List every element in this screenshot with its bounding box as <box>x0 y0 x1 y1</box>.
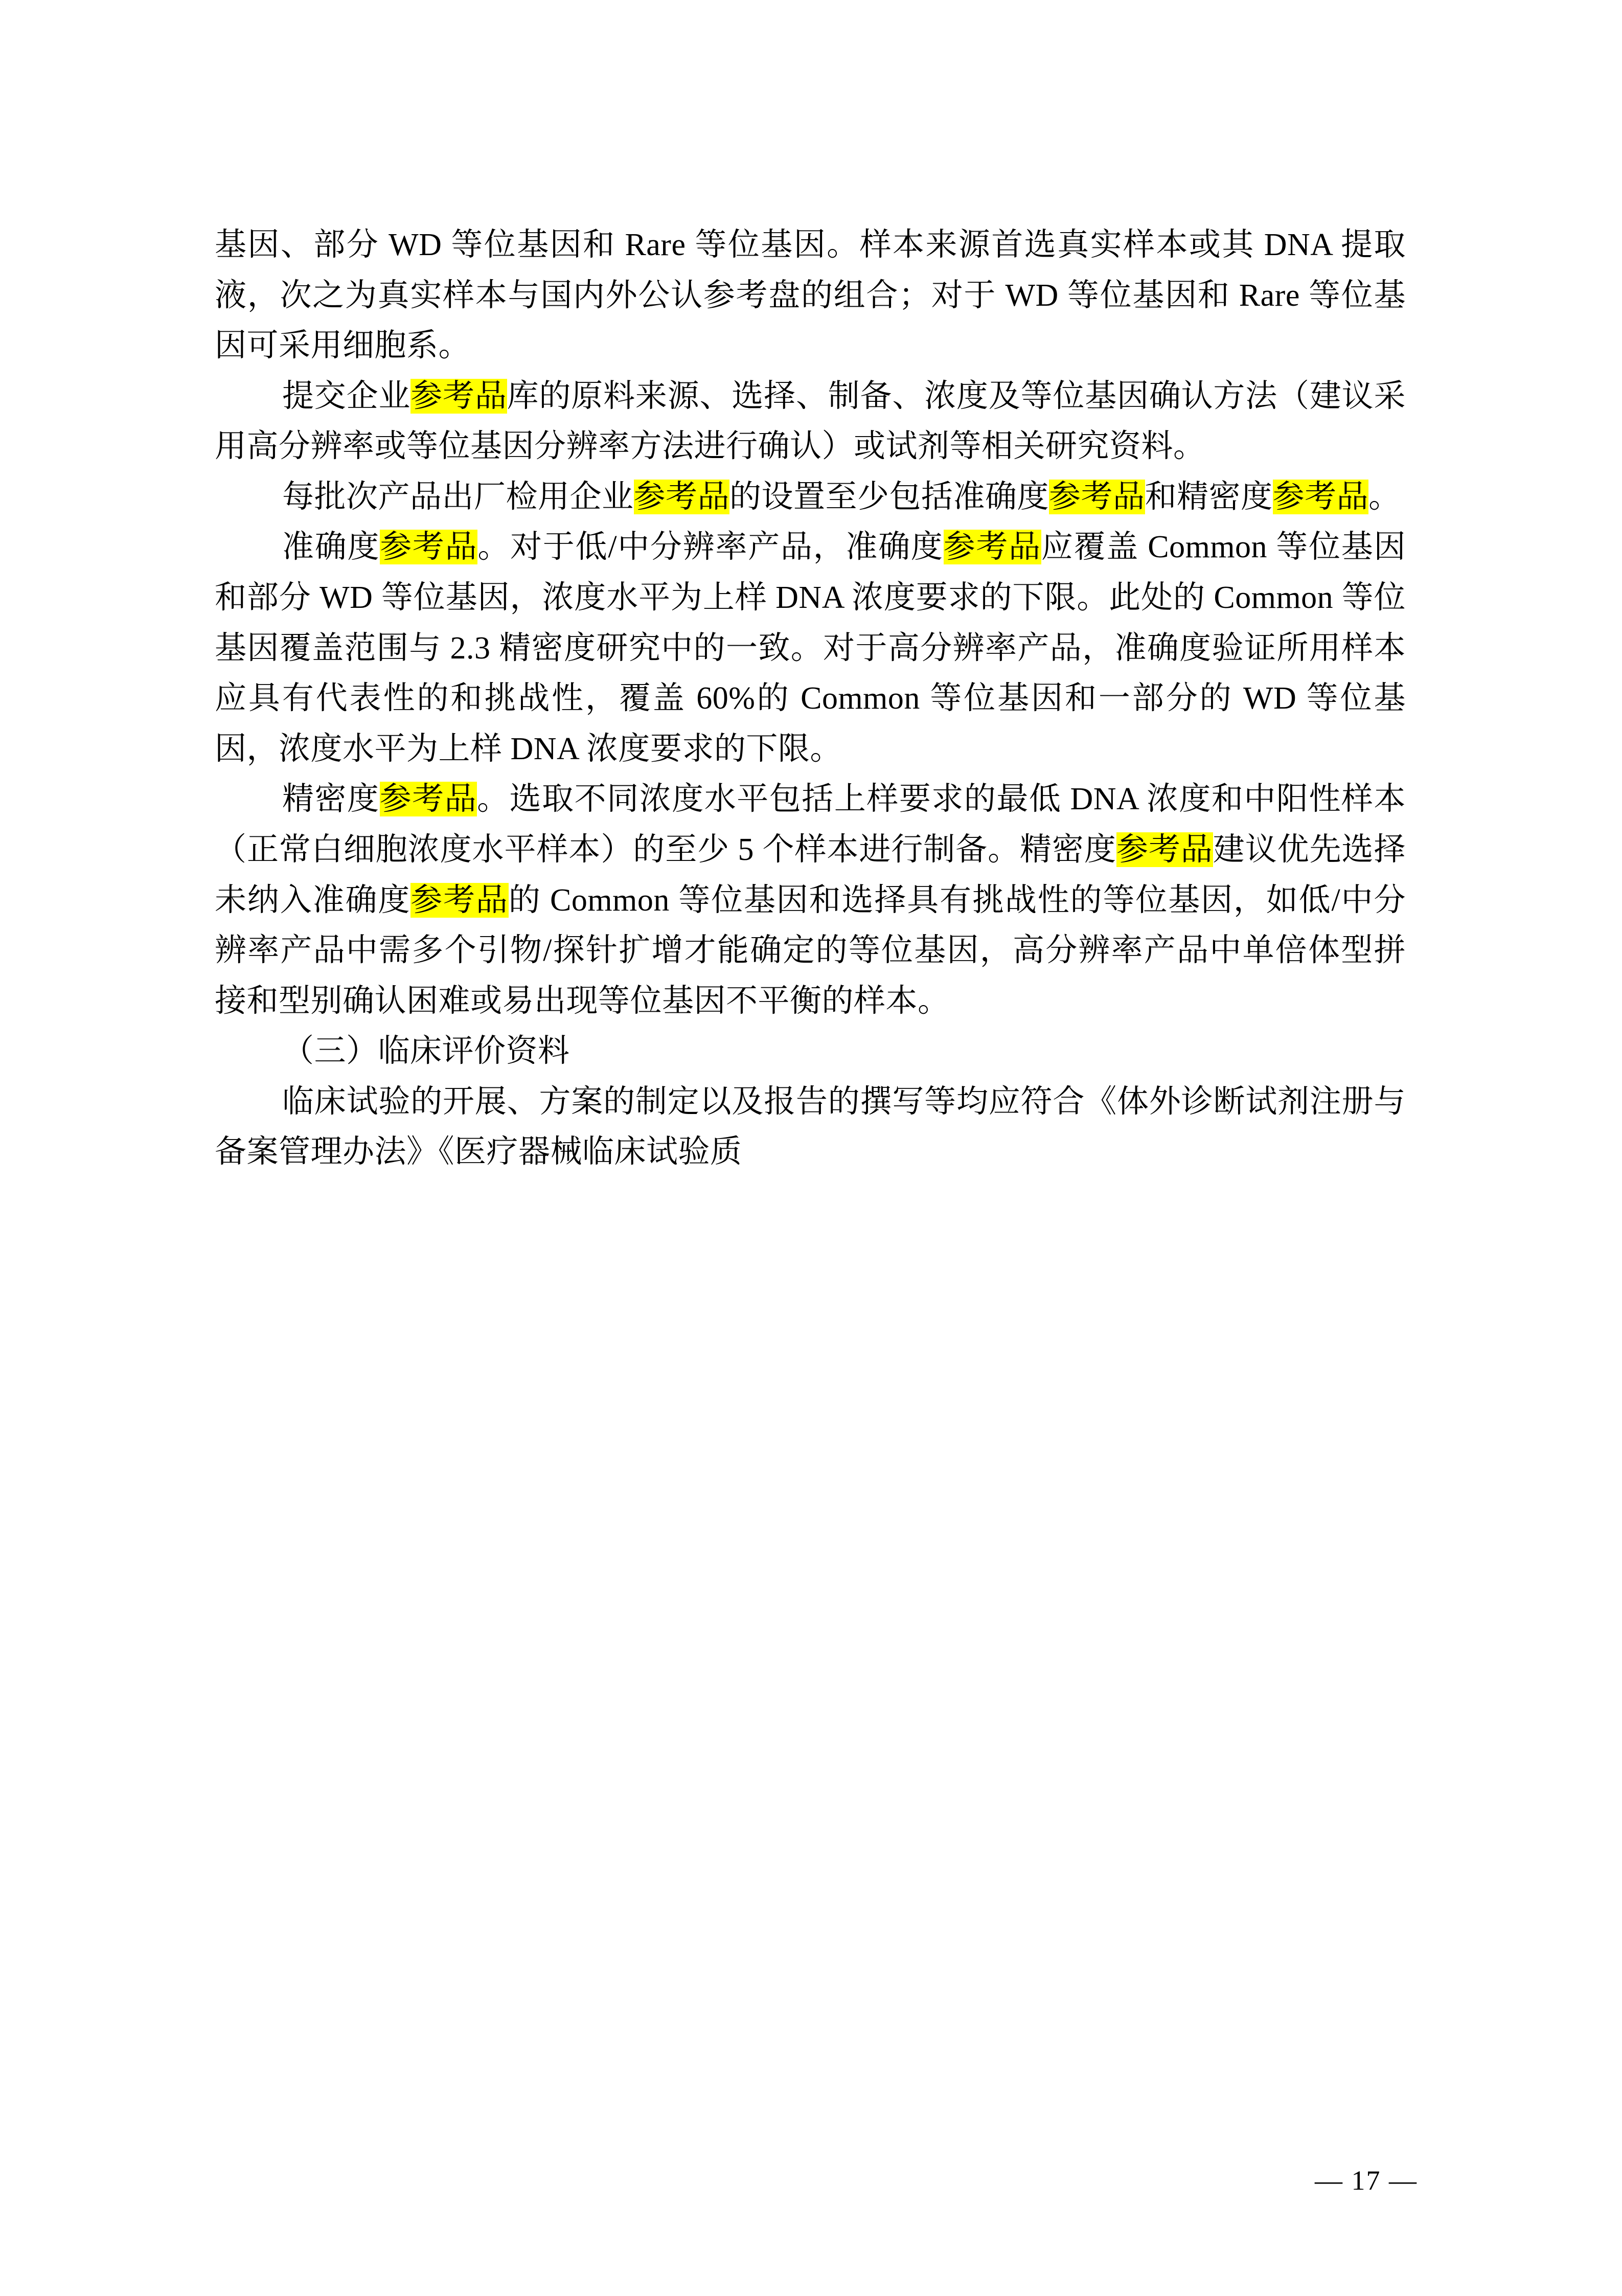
paragraph <box>215 522 1406 774</box>
text-run: 临床试验的开展、方案的制定以及报告的撰写等均应符合《体外诊断试剂注册与备案管理办法》《医疗器械临床试验质 <box>215 1084 1406 1170</box>
highlighted-term: 参考品 <box>1049 479 1145 514</box>
text-run: 建议优先选择未纳入准确度 <box>215 832 1406 918</box>
paragraph <box>215 1077 1406 1177</box>
highlighted-term: 参考品 <box>410 378 507 414</box>
text-run: 的设置至少包括准确度 <box>729 479 1049 514</box>
text-run: 。对于低/中分辨率产品，准确度 <box>477 530 944 565</box>
text-run: 库的原料来源、选择、制备、浓度及等位基因确认方法（建议采用高分辨率或等位基因分辨率方法进行确认）或试剂等相关研究资料。 <box>215 378 1406 464</box>
text-run: （三）临床评价资料 <box>282 1034 570 1069</box>
paragraph <box>215 220 1406 371</box>
text-run: 的 Common 等位基因和选择具有挑战性的等位基因，如低/中分辨率产品中需多个引物/探针扩增才能确定的等位基因，高分辨率产品中单倍体型拼接和型别确认困难或易出现等位基因不平衡的样本。 <box>215 882 1406 1018</box>
highlighted-term: 参考品 <box>379 782 477 817</box>
text-run: 。 <box>1368 479 1401 514</box>
text-run: 准确度 <box>282 530 380 565</box>
text-run: 提交企业 <box>282 378 411 414</box>
text-run: 应覆盖 Common 等位基因和部分 WD 等位基因，浓度水平为上样 DNA 浓度要求的下限。此处的 Common 等位基因覆盖范围与 2.3 精密度研究中的一致。对于高分辨率产品，准确度验证所用样本应具有代表性的和挑战性，覆盖 60%的 Common 等位基因和一部分的 WD 等位基因，浓度水平为上样 DNA 浓度要求的下限。 <box>215 530 1406 766</box>
page-number: — 17 — <box>1315 2165 1418 2196</box>
highlighted-term: 参考品 <box>1116 832 1213 867</box>
text-run: 和精密度 <box>1145 479 1273 514</box>
document-body <box>215 220 1406 1177</box>
highlighted-term: 参考品 <box>380 530 478 565</box>
text-run: 精密度 <box>282 782 380 817</box>
highlighted-term: 参考品 <box>633 479 730 514</box>
highlighted-term: 参考品 <box>943 530 1041 565</box>
paragraph <box>215 371 1406 472</box>
highlighted-term: 参考品 <box>410 882 509 918</box>
text-run: 每批次产品出厂检用企业 <box>282 479 634 514</box>
highlighted-term: 参考品 <box>1272 479 1369 514</box>
text-run: 。选取不同浓度水平包括上样要求的最低 DNA 浓度和中阳性样本（正常白细胞浓度水平样本）的至少 5 个样本进行制备。精密度 <box>215 782 1406 867</box>
section-heading <box>215 1026 1406 1077</box>
text-run: 基因、部分 WD 等位基因和 Rare 等位基因。样本来源首选真实样本或其 DNA 提取液，次之为真实样本与国内外公认参考盘的组合；对于 WD 等位基因和 Rare 等位基因可采用细胞系。 <box>215 228 1406 363</box>
paragraph <box>215 774 1406 1026</box>
paragraph <box>215 472 1406 522</box>
